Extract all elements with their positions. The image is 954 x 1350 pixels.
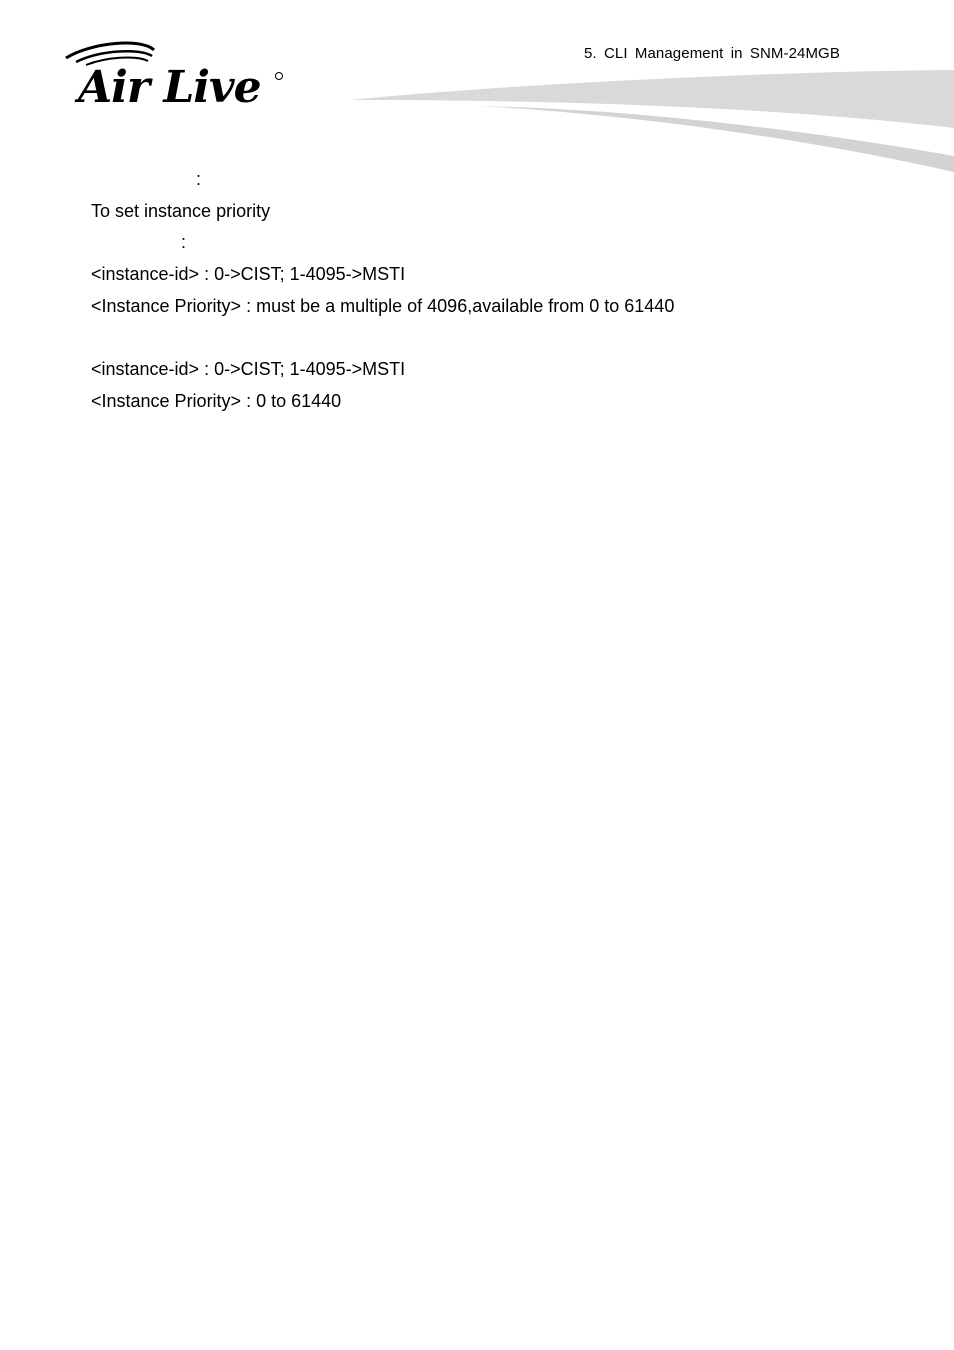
default-instance-priority: <Instance Priority> : 0 to 61440 — [91, 391, 342, 411]
colon-label-1: : — [196, 169, 202, 189]
svg-text:Air Live: Air Live — [78, 62, 261, 108]
param-instance-id: <instance-id> : 0->CIST; 1-4095->MSTI — [91, 264, 406, 284]
description-text: To set instance priority — [91, 201, 271, 221]
header-swoosh-decoration — [340, 66, 954, 178]
default-instance-id: <instance-id> : 0->CIST; 1-4095->MSTI — [91, 359, 406, 379]
airlive-logo — [62, 40, 292, 108]
colon-label-2: : — [181, 232, 187, 252]
section-title: 5. CLI Management in SNM-24MGB — [584, 45, 840, 62]
param-instance-priority: <Instance Priority> : must be a multiple of 4096,available from 0 to 61440 — [91, 296, 675, 316]
